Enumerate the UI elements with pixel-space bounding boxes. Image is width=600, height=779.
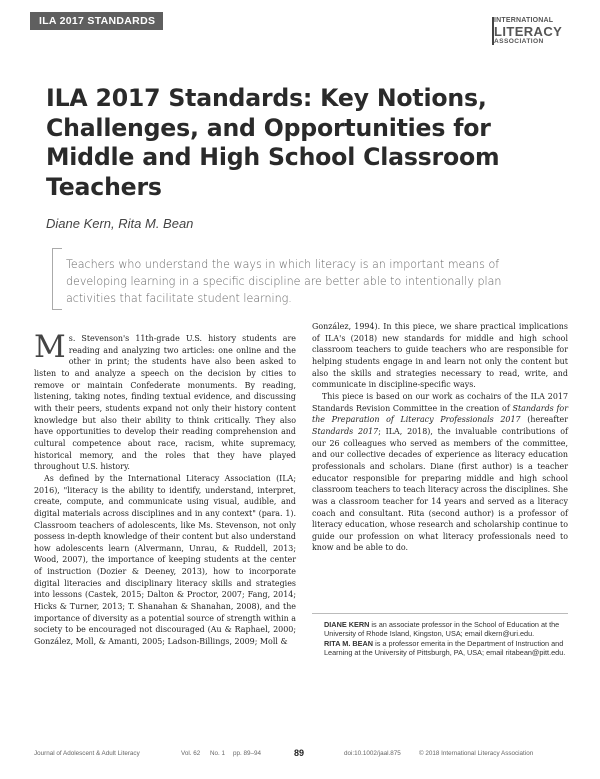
bio-bean-name: RITA M. BEAN bbox=[324, 638, 374, 648]
standards-short-title: Standards 2017 bbox=[312, 426, 379, 436]
footer-doi: doi:10.1002/jaal.875 bbox=[344, 750, 401, 757]
bio-kern-text: is an associate professor in the School of Education at the University of Rhode Island, Kingston, USA; email dkern@uri.edu. bbox=[324, 620, 560, 639]
footer-journal: Journal of Adolescent & Adult Literacy bbox=[34, 750, 140, 757]
pull-quote bbox=[52, 246, 522, 310]
pull-quote-bracket bbox=[52, 248, 62, 310]
article-title: ILA 2017 Standards: Key Notions, Challenges, and Opportunities for Middle and High School Classroom Teachers bbox=[46, 84, 500, 201]
standards-title: Standards for the Preparation of Literacy Professionals 2017 bbox=[312, 403, 568, 425]
author-bios bbox=[312, 613, 568, 657]
logo-line-3: ASSOCIATION bbox=[494, 38, 544, 45]
body-paragraph-2: As defined by the International Literacy Association (ILA; 2016), "literacy is the ability to identify, understand, interpret, create, compute, and communicate using visual, audible, and digital materials across disciplines and in any context" (para. 1). Classroom teachers of adolescents, like Ms. Stevenson, not only possess in-depth knowledge of their content but also understand how adolescents learn (Alvermann, Unrau, & Ruddell, 2013; Wood, 2007), the importance of keeping students at the center of instruction (Dozier & Deeney, 2013), how to incorporate digital literacies and disciplinary literacy skills and strategies into lessons (Castek, 2015; Dalton & Proctor, 2007; Fang, 2014; Hicks & Turner, 2013; T. Shanahan & Shanahan, 2008), and the importance of diversity as a potential source of strength within a society to be encouraged not discouraged (Au & Raphael, 2000; González, Moll, & Amanti, 2005; Ladson-Billings, 2009; Moll & bbox=[34, 473, 297, 647]
logo-line-1: INTERNATIONAL bbox=[494, 17, 554, 24]
body-paragraph-1-text: s. Stevenson's 11th-grade U.S. history students are reading and analyzing two articles: one online and the other in print; the students have also been asked to listen to and analyze a speech on the decision by cities to remove or maintain Confederate monuments. By reading, listening, taking notes, finding textual evidence, and discussing with their peers, students expand not only their history content knowledge but also their ability to think critically. They also have opportunities to develop their reading comprehension and cultural competence about race, racism, white supremacy, historical memory, and the roles that they have played throughout U.S. history. bbox=[34, 334, 296, 472]
footer-copyright: © 2018 International Literacy Association bbox=[419, 750, 534, 757]
footer-issue: No. 1 bbox=[210, 750, 226, 757]
body-column-right bbox=[312, 321, 568, 554]
bio-kern bbox=[324, 620, 568, 639]
page-footer bbox=[34, 748, 568, 760]
pull-quote-text: Teachers who understand the ways in which literacy is an important means of developing learning in a specific discipline are better able to intentionally plan activities that facilitate student learning. bbox=[66, 258, 502, 306]
body-paragraph-3: González, 1994). In this piece, we share practical implications of ILA's (2018) new standards for middle and high school classroom teachers to guide teachers who are responsible for helping students engage in and learn not only the content but also the skills and strategies necessary to read, write, and communicate in discipline-specific ways. bbox=[312, 322, 568, 390]
body-paragraph-4-post: ; ILA, 2018), the invaluable contributions of our 26 colleagues who served as members of the committee, and our collective decades of experience as literacy education professionals and scholars. Diane (first author) is a teacher educator responsible for preparing middle and high school classroom teachers to teach literacy across the disciplines. She was a classroom teacher for 14 years and served as a literacy coach and consultant. Rita (second author) is a professor of literacy education, whose research and scholarship continue to guide our profession on what literacy professionals need to know and be able to do. bbox=[312, 426, 568, 553]
bio-bean-text: is a professor emerita in the Department of Instruction and Learning at the University of Pittsburgh, PA, USA; email ritabean@pitt.edu. bbox=[324, 638, 566, 657]
body-paragraph-4-pre: This piece is based on our work as cochairs of the ILA 2017 Standards Revision Committee in the creation of bbox=[312, 391, 568, 413]
body-paragraph-4-mid: (hereafter bbox=[520, 415, 568, 425]
body-paragraph-1 bbox=[34, 329, 296, 473]
ila-logo bbox=[494, 17, 566, 46]
footer-pages: pp. 89–94 bbox=[233, 750, 262, 757]
body-paragraph-4 bbox=[312, 391, 568, 554]
footer-volume: Vol. 62 bbox=[181, 750, 201, 757]
article-authors: Diane Kern, Rita M. Bean bbox=[46, 216, 194, 231]
logo-line-2: LITERACY bbox=[494, 24, 563, 39]
drop-cap: M bbox=[34, 329, 66, 365]
bio-kern-name: DIANE KERN bbox=[324, 620, 370, 629]
page-number: 89 bbox=[294, 748, 305, 758]
body-column-left bbox=[34, 329, 297, 648]
logo-bar bbox=[492, 17, 494, 45]
bio-bean bbox=[324, 639, 568, 658]
section-badge: ILA 2017 STANDARDS bbox=[30, 12, 163, 30]
